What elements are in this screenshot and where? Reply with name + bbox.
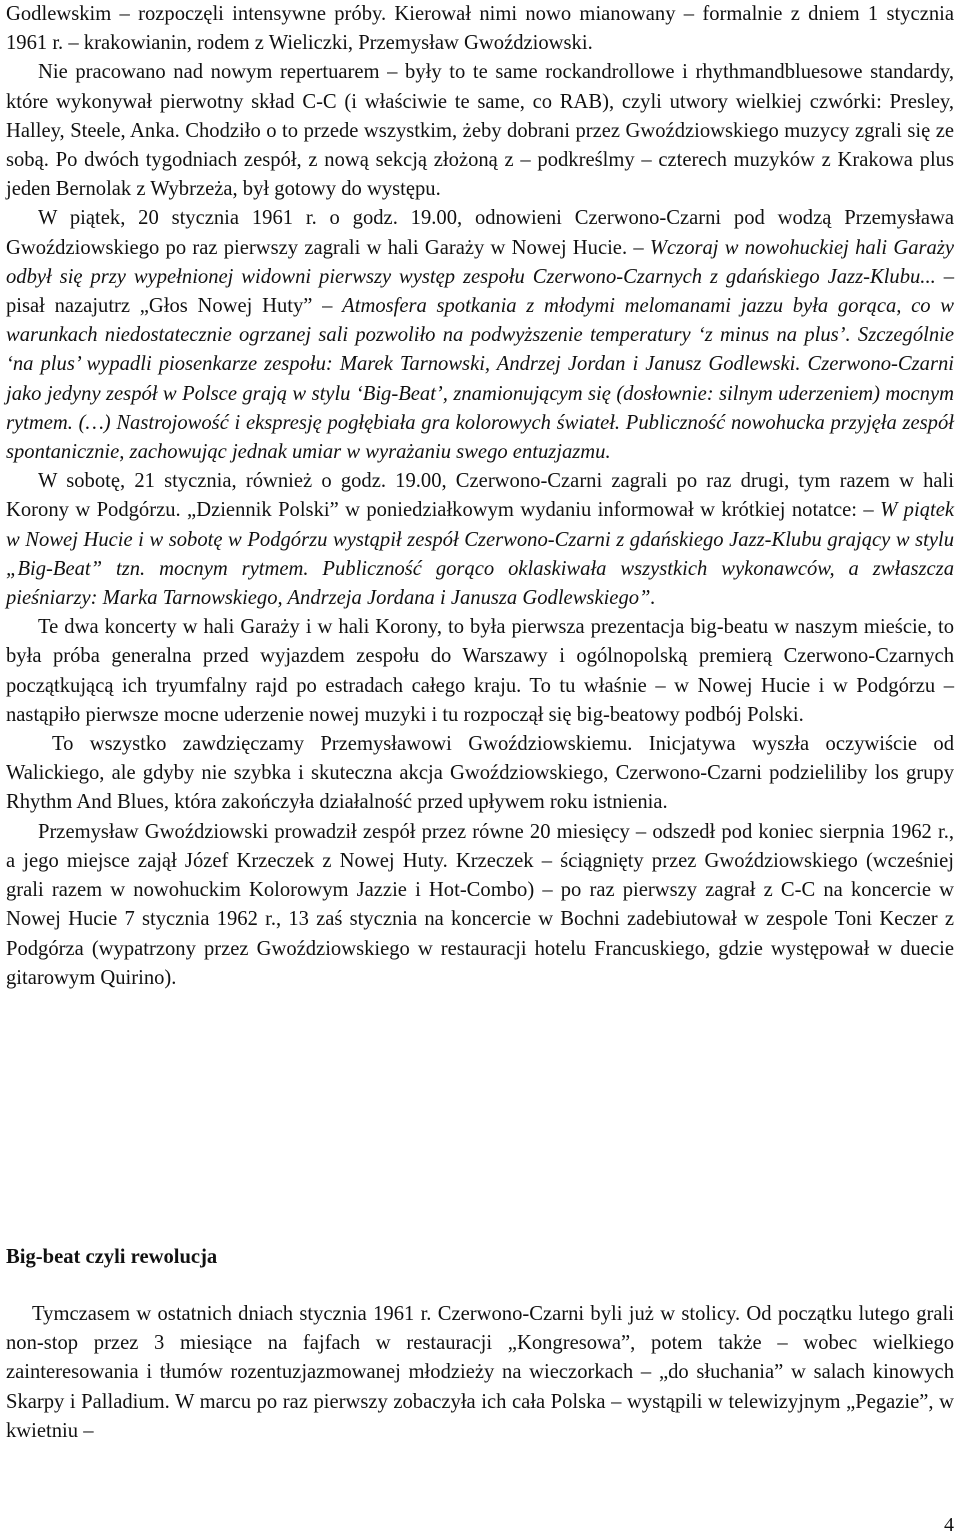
body-text: W piątek, 20 stycznia 1961 r. o godz. 19.00, odnowieni Czerwono-Czarni pod wodzą Przemysława Gwoździowskiego po raz pierwszy zagrali w hali Garaży w Nowej Hucie. – — [6, 207, 954, 259]
page-number: 4 — [944, 1514, 954, 1536]
body-text: – pisał nazajutrz „Głos Nowej Huty” – — [6, 265, 954, 318]
body-text: W sobotę, 21 stycznia, również o godz. 19.00, Czerwono-Czarni zagrali po raz drugi, tym razem w hali Korony w Podgórzu. „Dziennik Polski” w poniedziałkowym wydaniu informował w krótkiej notatce: – — [6, 470, 954, 522]
paragraph — [6, 204, 954, 467]
quoted-text: Atmosfera spotkania z młodymi melomanami jazzu była gorąca, co w warunkach niedostatecznie ogrzanej sali pozwoliło na podwyższenie temperatury ‘z minus na plus’. Szczególnie ‘na plus’ wypadli piosenkarze zespołu: Marek Tarnowski, Andrzej Jordan i Janusz Godlewski. Czerwono-Czarni jako jedyny zespół w Polsce grają w stylu ‘Big-Beat’, znamionującym się (dosłownie: silnym uderzeniem) mocnym rytmem. (…) Nastrojowość i ekspresję pogłębiała gra kolorowych świateł. Publiczność nowohucka przyjęła zespół spontanicznie, zachowując jednak umiar w wyrażaniu swego entuzjazmu. — [6, 295, 954, 464]
paragraph — [6, 818, 954, 993]
paragraph — [6, 613, 954, 730]
body-text: Nie pracowano nad nowym repertuarem – były to te same rockandrollowe i rhythmandbluesowe standardy, które wykonywał pierwotny skład C-C (i właściwie te same, co RAB), czyli utwory wielkiej czwórki: Presley, Halley, Steele, Anka. Chodziło o to przede wszystkim, żeby dobrani przez Gwoździowskiego muzycy zgrali się ze sobą. Po dwóch tygodniach zespół, z nową sekcją złożoną z – podkreślmy – czterech muzyków z Krakowa plus jeden Bernolak z Wybrzeża, był gotowy do występu. — [6, 61, 954, 201]
paragraph — [6, 730, 954, 818]
paragraph — [6, 58, 954, 204]
body-text: Godlewskim – rozpoczęli intensywne próby. Kierował nimi nowo mianowany – formalnie z dniem 1 stycznia 1961 r. – krakowianin, rodem z Wieliczki, Przemysław Gwoździowski. — [6, 3, 954, 55]
page-body — [6, 0, 954, 1442]
paragraph: Tymczasem w ostatnich dniach stycznia 1961 r. Czerwono-Czarni byli już w stolicy. Od początku lutego grali non-stop przez 3 miesiące na fajfach w restauracji „Kongresowa”, potem także – wobec wielkiego zainteresowania i tłumów rozentuzjazmowanej młodzieży na wieczorkach – „do słuchania” w salach kinowych Skarpy i Palladium. W marcu po raz pierwszy zobaczyła ich cała Polska – wystąpili w telewizyjnym „Pegazie”, w kwietniu – — [6, 1303, 954, 1442]
section-heading: Big-beat czyli rewolucja — [6, 1246, 218, 1268]
body-text: To wszystko zawdzięczamy Przemysławowi Gwoździowskiemu. Inicjatywa wyszła oczywiście od Walickiego, ale gdyby nie szybka i skuteczna akcja Gwoździowskiego, Czerwono-Czarni podzieliliby los grupy Rhythm And Blues, która zakończyła działalność przed upływem roku istnienia. — [6, 733, 954, 814]
quoted-text: W piątek w Nowej Hucie i w sobotę w Podgórzu wystąpił zespół Czerwono-Czarni z gdańskiego Jazz-Klubu grający w stylu „Big-Beat” tzn. mocnym rytmem. Publiczność gorąco oklaskiwała wszystkich wykonawców, a zwłaszcza pieśniarzy: Marka Tarnowskiego, Andrzeja Jordana i Janusza Godlewskiego”. — [6, 499, 954, 610]
body-text: Te dwa koncerty w hali Garaży i w hali Korony, to była pierwsza prezentacja big-beatu w naszym mieście, to była próba generalna przed wyjazdem zespołu do Warszawy i ogólnopolską premierą Czerwono-Czarnych początkującą ich tryumfalny rajd po estradach całego kraju. To tu właśnie – w Nowej Hucie i w Podgórzu – nastąpiło pierwsze mocne uderzenie nowej muzyki i tu rozpoczął się big-beatowy podbój Polski. — [6, 616, 954, 726]
paragraph — [6, 467, 954, 613]
quoted-text: Wczoraj w nowohuckiej hali Garaży odbył się przy wypełnionej widowni pierwszy występ zespołu Czerwono-Czarnych z gdańskiego Jazz-Klubu... — [6, 236, 954, 288]
paragraph — [6, 0, 954, 58]
body-text: Przemysław Gwoździowski prowadził zespół przez równe 20 miesięcy – odszedł pod koniec sierpnia 1962 r., a jego miejsce zajął Józef Krzeczek z Nowej Huty. Krzeczek – ściągnięty przez Gwoździowskiego (wcześniej grali razem w nowohuckim Kolorowym Jazzie i Hot-Combo) – po raz pierwszy zagrał z C-C na koncercie w Nowej Hucie 7 stycznia 1962 r., 13 zaś stycznia na koncercie w Bochni zadebiutował w zespole Toni Keczer z Podgórza (wypatrzony przez Gwoździowskiego w restauracji hotelu Francuskiego, gdzie występował w duecie gitarowym Quirino). — [6, 820, 954, 989]
